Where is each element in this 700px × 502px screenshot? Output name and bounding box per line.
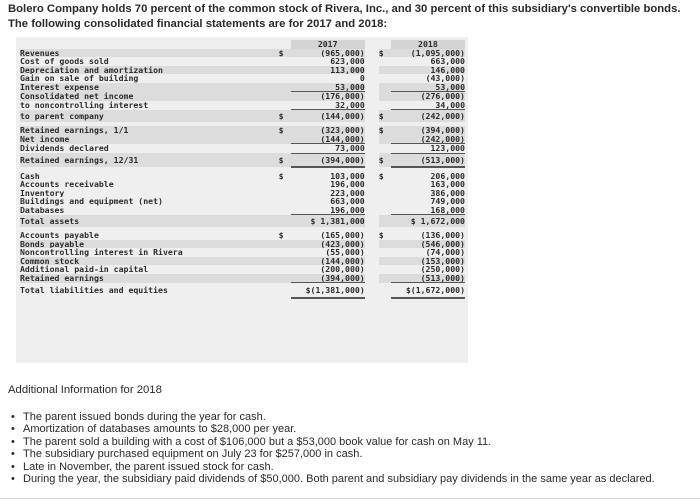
currency-2018: [379, 215, 391, 228]
table-row: [20, 172, 465, 181]
row-label: Buildings and equipment (net): [20, 197, 163, 206]
row-label: Net income: [20, 135, 279, 144]
currency-2018: [379, 283, 391, 299]
currency-2018: [379, 189, 391, 198]
bullet-icon: •: [11, 448, 15, 461]
footer-divider: [0, 498, 700, 499]
value-2017: 663,000: [330, 197, 365, 206]
currency-2017: [279, 197, 291, 206]
currency-2017: [279, 189, 291, 198]
value-2017: (144,000): [291, 110, 365, 123]
currency-2017: [279, 83, 291, 92]
currency-2017: [279, 265, 291, 274]
currency-2018: [379, 197, 391, 206]
value-2018: $(1,672,000): [391, 283, 465, 299]
row-label: to parent company: [20, 110, 279, 123]
value-2017: 0: [359, 74, 365, 83]
currency-2017: [279, 57, 291, 66]
value-2017: $ 1,381,000: [291, 215, 365, 228]
currency-2018: [379, 83, 391, 92]
row-label: Interest expense: [20, 83, 279, 92]
row-label: Bonds payable: [20, 240, 279, 249]
row-label: to noncontrolling interest: [20, 100, 149, 110]
row-label: Total liabilities and equities: [20, 285, 168, 296]
value-2018: 163,000: [430, 180, 465, 189]
table-row: [20, 57, 465, 66]
currency-2017: [279, 74, 291, 83]
value-2017: 196,000: [291, 206, 365, 215]
table-row: [20, 189, 465, 198]
currency-2017: [279, 274, 291, 283]
currency-2017: [279, 248, 291, 257]
value-2018: (1,095,000): [391, 49, 465, 58]
currency-2017: [279, 257, 291, 266]
value-2018: 206,000: [430, 171, 465, 180]
currency-2017: [279, 206, 291, 215]
row-label: Revenues: [20, 49, 279, 58]
row-label: Retained earnings, 1/1: [20, 126, 279, 135]
table-row: [20, 240, 465, 249]
value-2018: (276,000): [391, 92, 465, 101]
row-label: Cash: [20, 171, 40, 180]
row-label: Consolidated net income: [20, 92, 279, 101]
row-label: Retained earnings, 12/31: [20, 153, 279, 167]
currency-2017: [279, 92, 291, 101]
currency-2017: $: [278, 171, 284, 180]
table-row: [20, 283, 465, 299]
table-row: [20, 265, 465, 274]
table-row: [20, 110, 465, 123]
currency-2017: [279, 144, 291, 154]
currency-2017: [279, 215, 291, 228]
table-row: [20, 49, 465, 58]
value-2018: 386,000: [430, 188, 465, 197]
currency-2017: [279, 240, 291, 249]
table-row: [20, 215, 465, 228]
value-2018: 168,000: [391, 206, 465, 215]
currency-2018: [379, 135, 391, 144]
value-2017: 223,000: [330, 188, 365, 197]
currency-2018: [379, 180, 391, 189]
bullet-icon: •: [11, 411, 15, 423]
table-row: [20, 135, 465, 144]
problem-intro: Bolero Company holds 70 percent of the common stock of Rivera, Inc., and 30 percent of this subsidiary's convertible bonds. The following consolidated financial statements are for 2017 and 2018:: [8, 3, 681, 30]
currency-2018: [379, 257, 391, 266]
table-row: [20, 83, 465, 92]
value-2017: (200,000): [320, 265, 365, 274]
value-2017: (965,000): [291, 49, 365, 58]
value-2018: (513,000): [391, 153, 465, 167]
currency-2017: $: [279, 110, 291, 123]
row-label: Dividends declared: [20, 143, 109, 153]
value-2018: (242,000): [391, 135, 465, 144]
list-item: • The subsidiary purchased equipment on July 23 for $257,000 in cash.: [11, 448, 363, 461]
currency-2018: $: [379, 49, 391, 58]
table-row: [20, 74, 465, 83]
currency-2018: $: [379, 126, 391, 135]
value-2018: 123,000: [391, 144, 465, 154]
currency-2017: $: [279, 153, 291, 167]
bullet-icon: •: [11, 460, 15, 473]
value-2017: (394,000): [291, 153, 365, 167]
currency-2018: $: [378, 171, 384, 180]
currency-2018: [379, 274, 391, 283]
table-row: [20, 144, 465, 154]
currency-2018: [379, 144, 391, 154]
currency-2018: [379, 74, 391, 83]
bullet-icon: •: [11, 423, 15, 436]
row-label: Additional paid-in capital: [20, 265, 149, 274]
row-label: Inventory: [20, 188, 65, 197]
table-row: [20, 231, 465, 240]
table-header-row: [20, 40, 465, 49]
value-2017: (423,000): [291, 240, 365, 249]
value-2018: (136,000): [420, 231, 465, 240]
currency-2018: $: [378, 231, 384, 240]
currency-2018: $: [379, 153, 391, 167]
col-header-2018: 2018: [391, 40, 465, 49]
value-2018: 34,000: [391, 101, 465, 110]
currency-2018: [379, 206, 391, 215]
value-2018: (242,000): [391, 110, 465, 123]
row-label: Noncontrolling interest in Rivera: [20, 248, 183, 257]
table-row: [20, 197, 465, 206]
row-label: Accounts payable: [20, 231, 99, 240]
table-row: [20, 274, 465, 283]
row-label: Retained earnings: [20, 274, 279, 283]
currency-2018: [379, 240, 391, 249]
row-label: Depreciation and amortization: [20, 66, 279, 75]
value-2017: (165,000): [320, 231, 365, 240]
table-row: [20, 248, 465, 257]
table-row: [20, 126, 465, 135]
value-2017: 73,000: [291, 144, 365, 154]
value-2017: 53,000: [291, 83, 365, 92]
table-row: [20, 257, 465, 266]
value-2017: (144,000): [291, 135, 365, 144]
row-label: Cost of goods sold: [20, 57, 109, 66]
table-row: [20, 66, 465, 75]
list-item: • The parent sold a building with a cost of $106,000 but a $53,000 book value for cash on May 11.: [11, 435, 492, 448]
table-row: [20, 206, 465, 215]
value-2018: (546,000): [391, 240, 465, 249]
value-2018: (394,000): [391, 126, 465, 135]
currency-2018: [379, 101, 391, 110]
currency-2017: [279, 135, 291, 144]
value-2017: (323,000): [291, 126, 365, 135]
currency-2017: [279, 66, 291, 75]
value-2017: 623,000: [330, 57, 365, 66]
currency-2018: [379, 248, 391, 257]
list-item: • During the year, the subsidiary paid dividends of $50,000. Both parent and subsidiary pay dividends in the same year as declared.: [11, 473, 655, 486]
currency-2017: [279, 101, 291, 110]
value-2017: 113,000: [291, 66, 365, 75]
value-2017: 196,000: [330, 180, 365, 189]
value-2018: 749,000: [430, 197, 465, 206]
row-label: Common stock: [20, 257, 279, 266]
currency-2018: [379, 92, 391, 101]
value-2018: 146,000: [391, 66, 465, 75]
value-2017: (144,000): [291, 257, 365, 266]
list-item: • Amortization of databases amounts to $28,000 per year.: [11, 423, 297, 436]
currency-2017: $: [279, 49, 291, 58]
row-label: Total assets: [20, 215, 279, 228]
table-row: [20, 153, 465, 167]
value-2018: (513,000): [391, 274, 465, 283]
currency-2018: [379, 265, 391, 274]
bullet-icon: •: [11, 473, 15, 486]
value-2017: 103,000: [330, 171, 365, 180]
value-2018: (74,000): [425, 248, 465, 257]
value-2017: $(1,381,000): [291, 283, 365, 299]
currency-2018: [379, 66, 391, 75]
currency-2017: $: [279, 126, 291, 135]
table-row: [20, 92, 465, 101]
currency-2017: $: [278, 231, 284, 240]
table-row: [20, 180, 465, 189]
value-2018: (153,000): [391, 257, 465, 266]
value-2017: 32,000: [291, 101, 365, 110]
currency-2018: $: [379, 110, 391, 123]
currency-2017: [279, 283, 291, 299]
value-2018: (250,000): [420, 265, 465, 274]
value-2018: $ 1,672,000: [391, 215, 465, 228]
currency-2018: [379, 57, 391, 66]
additional-info-list: [8, 411, 698, 485]
value-2018: 53,000: [391, 83, 465, 92]
row-label: Databases: [20, 205, 65, 215]
row-label: Gain on sale of building: [20, 74, 139, 83]
value-2017: (55,000): [325, 248, 365, 257]
value-2018: 663,000: [430, 57, 465, 66]
value-2017: (176,000): [291, 92, 365, 101]
value-2017: (394,000): [291, 274, 365, 283]
table-row: [20, 101, 465, 110]
additional-info-title: Additional Information for 2018: [8, 384, 162, 396]
list-item: • Late in November, the parent issued stock for cash.: [11, 460, 274, 473]
value-2018: (43,000): [425, 74, 465, 83]
col-header-2017: 2017: [291, 40, 365, 49]
list-item: • The parent issued bonds during the year for cash.: [11, 411, 266, 423]
financial-statement-table: [20, 40, 465, 299]
currency-2017: [279, 180, 291, 189]
row-label: Accounts receivable: [20, 180, 114, 189]
bullet-icon: •: [11, 435, 15, 448]
